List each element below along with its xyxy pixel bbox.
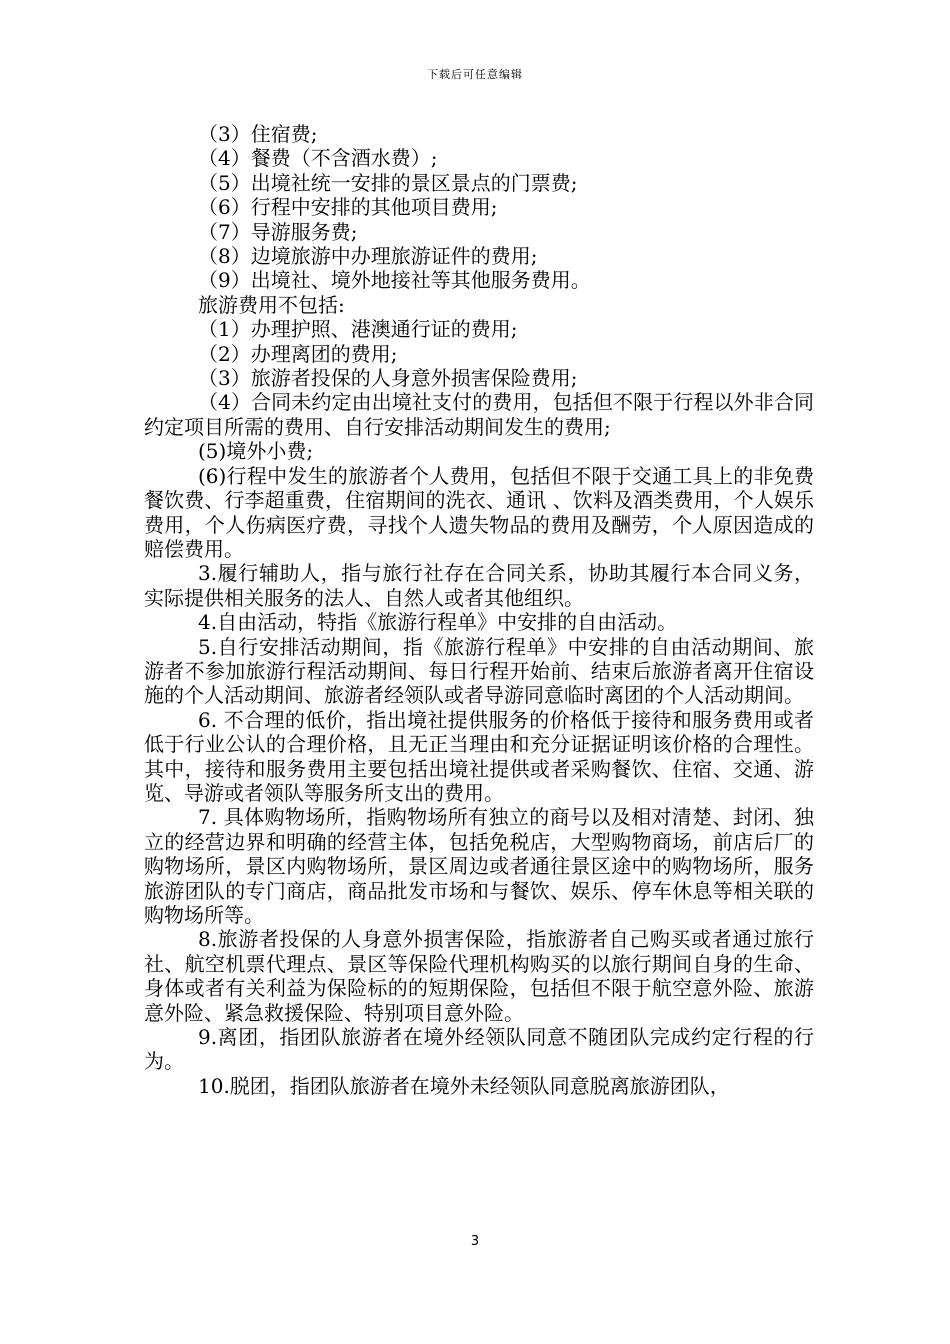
paragraph: 5.自行安排活动期间，指《旅游行程单》中安排的自由活动期间、旅游者不参加旅游行程活动期间、每日行程开始前、结束后旅游者离开住宿设施的个人活动期间、旅游者经领队或者导游同意临时离团的个人活动期间。 — [144, 634, 814, 708]
paragraph: 9.离团，指团队旅游者在境外经领队同意不随团队完成约定行程的行为。 — [144, 1025, 814, 1074]
paragraph: 10.脱团，指团队旅游者在境外未经领队同意脱离旅游团队， — [198, 1073, 730, 1098]
paragraph: （4）合同未约定由出境社支付的费用，包括但不限于行程以外非合同约定项目所需的费用、自行安排活动期间发生的费用; — [144, 390, 814, 439]
paragraph: 7. 具体购物场所，指购物场所有独立的商号以及相对清楚、封闭、独立的经营边界和明确的经营主体，包括免税店，大型购物商场，前店后厂的购物场所，景区内购物场所，景区周边或者通往景区途中的购物场所，服务旅游团队的专门商店，商品批发市场和与餐饮、娱乐、停车休息等相关联的购物场所等。 — [144, 805, 814, 927]
paragraph: （8）边境旅游中办理旅游证件的费用; — [198, 244, 538, 269]
paragraph: （5）出境社统一安排的景区景点的门票费; — [198, 170, 578, 195]
paragraph: （3）住宿费; — [198, 122, 318, 146]
paragraph: （7）导游服务费; — [198, 219, 358, 244]
paragraph: 8.旅游者投保的人身意外损害保险，指旅游者自己购买或者通过旅行社、航空机票代理点、景区等保险代理机构购买的以旅行期间自身的生命、身体或者有关利益为保险标的的短期保险，包括但不限于航空意外险、旅游意外险、紧急救援保险、特别项目意外险。 — [144, 927, 814, 1025]
paragraph: （9）出境社、境外地接社等其他服务费用。 — [198, 268, 591, 293]
paragraph: （1）办理护照、港澳通行证的费用; — [198, 317, 518, 342]
page-header: 下载后可任意编辑 — [427, 68, 523, 81]
paragraph: 6. 不合理的低价，指出境社提供服务的价格低于接待和服务费用或者低于行业公认的合理价格，且无正当理由和充分证据证明该价格的合理性。其中，接待和服务费用主要包括出境社提供或者采购餐饮、住宿、交通、游览、导游或者领队等服务所支出的费用。 — [144, 707, 814, 805]
paragraph: 4.自由活动，特指《旅游行程单》中安排的自由活动。 — [198, 610, 678, 635]
page-number: 3 — [470, 1234, 480, 1249]
paragraph: （4）餐费（不含酒水费）; — [198, 146, 438, 171]
paragraph: 3.履行辅助人，指与旅行社存在合同关系，协助其履行本合同义务，实际提供相关服务的法人、自然人或者其他组织。 — [144, 561, 814, 610]
paragraph: （6）行程中安排的其他项目费用; — [198, 195, 498, 220]
paragraph: （2）办理离团的费用; — [198, 341, 398, 366]
paragraph: (6)行程中发生的旅游者个人费用，包括但不限于交通工具上的非免费餐饮费、行李超重费，住宿期间的洗衣、通讯 、饮料及酒类费用，个人娱乐费用，个人伤病医疗费，寻找个人遗失物品的费用及酬劳，个人原因造成的赔偿费用。 — [144, 463, 814, 561]
document-body — [144, 122, 814, 1098]
paragraph: （3）旅游者投保的人身意外损害保险费用; — [198, 366, 578, 391]
paragraph: (5)境外小费; — [198, 439, 314, 464]
paragraph: 旅游费用不包括: — [198, 292, 345, 317]
